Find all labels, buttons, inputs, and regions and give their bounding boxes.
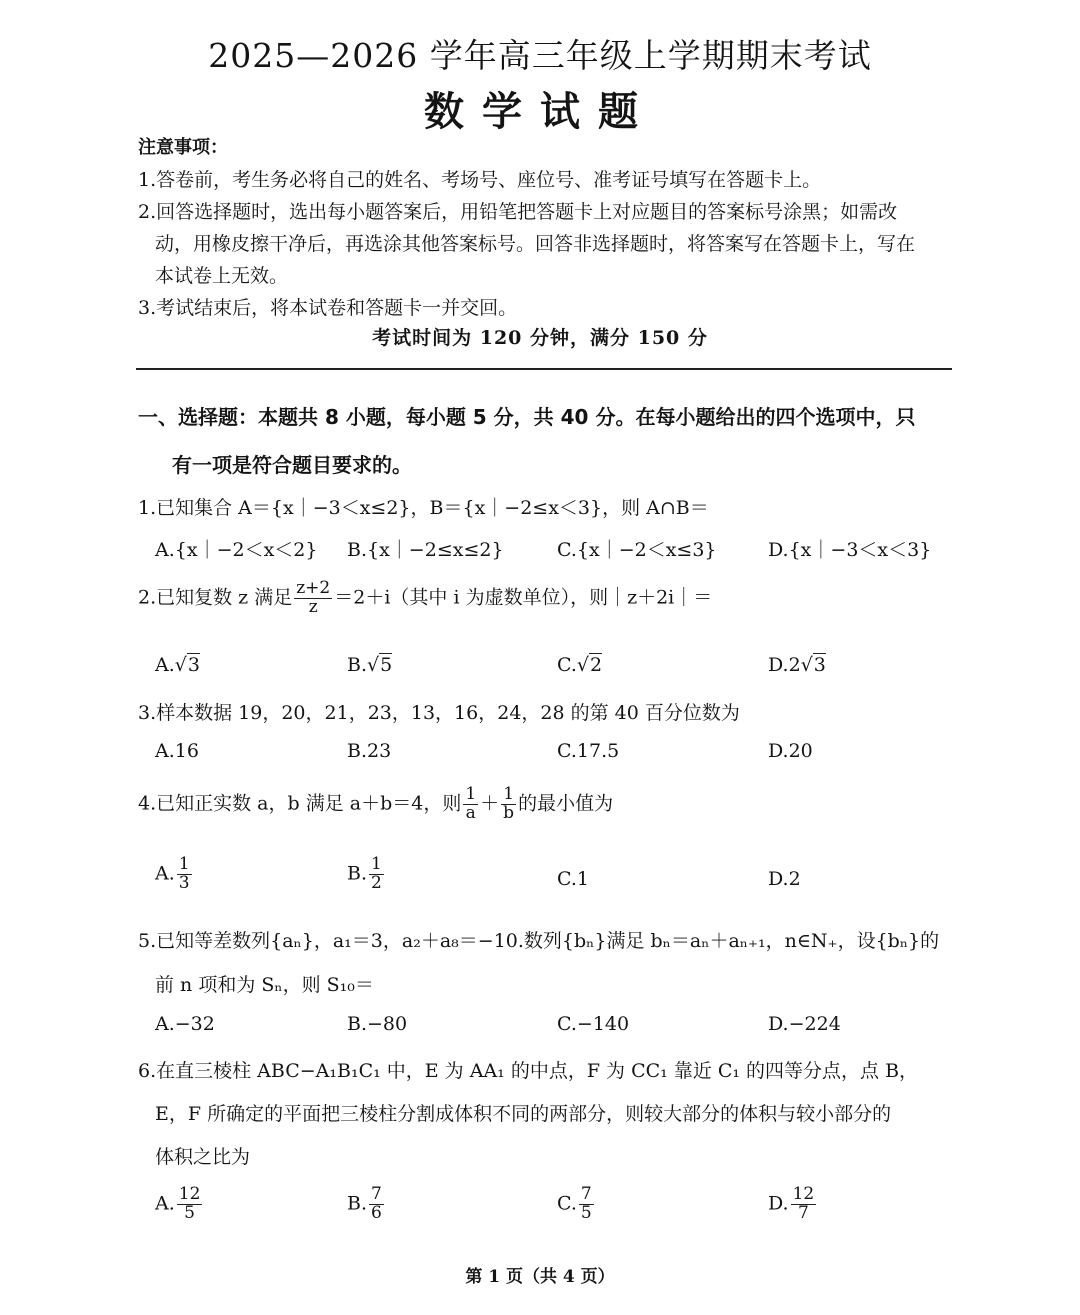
note-2-line-1: 2.回答选择题时，选出每小题答案后，用铅笔把答题卡上对应题目的答案标号涂黑；如需改 (138, 201, 898, 223)
note-1: 1.答卷前，考生务必将自己的姓名、考场号、座位号、准考证号填写在答题卡上。 (138, 169, 822, 191)
question-1-stem: 1.已知集合 A＝{x｜−3＜x≤2}，B＝{x｜−2≤x＜3}，则 A∩B＝ (138, 497, 709, 519)
question-2-stem (138, 580, 712, 617)
q2-option-a: A.√3 (155, 654, 200, 676)
exam-title: 2025—2026 学年高三年级上学期期末考试 (208, 36, 872, 75)
section-1-heading: 一、选择题：本题共 8 小题，每小题 5 分，共 40 分。在每小题给出的四个选项中，只 (138, 405, 916, 429)
question-6-stem-line-2: E，F 所确定的平面把三棱柱分割成体积不同的两部分，则较大部分的体积与较小部分的 (155, 1103, 892, 1125)
q1-option-d: D.{x｜−3＜x＜3} (768, 539, 932, 561)
divider-rule (136, 368, 952, 370)
note-3: 3.考试结束后，将本试卷和答题卡一并交回。 (138, 297, 518, 319)
q6-option-c: C. $\frac{7}{5}$ (557, 1184, 592, 1223)
exam-duration: 考试时间为 120 分钟，满分 150 分 (372, 327, 708, 349)
section-1-heading-cont: 有一项是符合题目要求的。 (172, 453, 412, 477)
question-5-stem-line-2: 前 n 项和为 Sₙ，则 S₁₀＝ (155, 974, 374, 996)
q3-option-b: B.23 (347, 740, 392, 762)
q4-option-c: C.1 (557, 868, 589, 890)
q4-fraction-2: $\frac{1}{b}$ (503, 784, 515, 823)
q2-fraction (294, 580, 332, 617)
notes-heading: 注意事项： (138, 137, 228, 158)
question-5-stem-line-1: 5.已知等差数列{aₙ}，a₁＝3，a₂＋a₈＝−10.数列{bₙ}满足 bₙ＝aₙ＋aₙ₊₁，n∈N₊，设{bₙ}的 (138, 930, 940, 952)
q3-option-d: D.20 (768, 740, 813, 762)
q3-option-a: A.16 (155, 740, 199, 762)
q2-stem-pre: 2.已知复数 z 满足 (138, 586, 293, 609)
question-4-stem: 4.已知正实数 a，b 满足 a＋b＝4，则 $\frac{1}{a}$ ＋ $\frac{1}{b}$ 的最小值为 (138, 784, 614, 823)
q6-option-d: D. $\frac{12}{7}$ (768, 1184, 815, 1223)
q4-fraction-1: $\frac{1}{a}$ (465, 784, 477, 823)
page-footer: 第 1 页（共 4 页） (465, 1267, 615, 1287)
q2-stem-post: ＝2＋i（其中 i 为虚数单位），则｜z＋2i｜＝ (334, 586, 713, 609)
question-3-stem: 3.样本数据 19，20，21，23，13，16，24，28 的第 40 百分位数为 (138, 702, 740, 724)
q4-option-d: D.2 (768, 868, 801, 890)
q1-option-b: B.{x｜−2≤x≤2} (347, 539, 504, 561)
question-6-stem-line-1: 6.在直三棱柱 ABC−A₁B₁C₁ 中，E 为 AA₁ 的中点，F 为 CC₁ 靠近 C₁ 的四等分点，点 B， (138, 1060, 919, 1082)
q2-fraction-den: z (308, 596, 318, 617)
q5-option-a: A.−32 (155, 1013, 215, 1035)
question-6-stem-line-3: 体积之比为 (155, 1146, 251, 1168)
q1-option-c: C.{x｜−2＜x≤3} (557, 539, 717, 561)
note-2-line-2: 动，用橡皮擦干净后，再选涂其他答案标号。回答非选择题时，将答案写在答题卡上，写在 (155, 233, 916, 255)
q4-option-a: A. $\frac{1}{3}$ (155, 854, 190, 893)
q3-option-c: C.17.5 (557, 740, 620, 762)
q2-option-d: D.2√3 (768, 654, 826, 676)
q4-option-b: B. $\frac{1}{2}$ (347, 854, 382, 893)
subject-title: 数学试题 (424, 88, 656, 135)
q2-fraction-num: z+2 (296, 578, 331, 598)
q2-option-b: B.√5 (347, 654, 393, 676)
note-2-line-3: 本试卷上无效。 (155, 265, 289, 287)
q5-option-b: B.−80 (347, 1013, 408, 1035)
q1-option-a: A.{x｜−2＜x＜2} (155, 539, 318, 561)
q5-option-d: D.−224 (768, 1013, 841, 1035)
q2-option-c: C.√2 (557, 654, 603, 676)
q6-option-a: A. $\frac{12}{5}$ (155, 1184, 201, 1223)
q6-option-b: B. $\frac{7}{6}$ (347, 1184, 382, 1223)
q5-option-c: C.−140 (557, 1013, 630, 1035)
